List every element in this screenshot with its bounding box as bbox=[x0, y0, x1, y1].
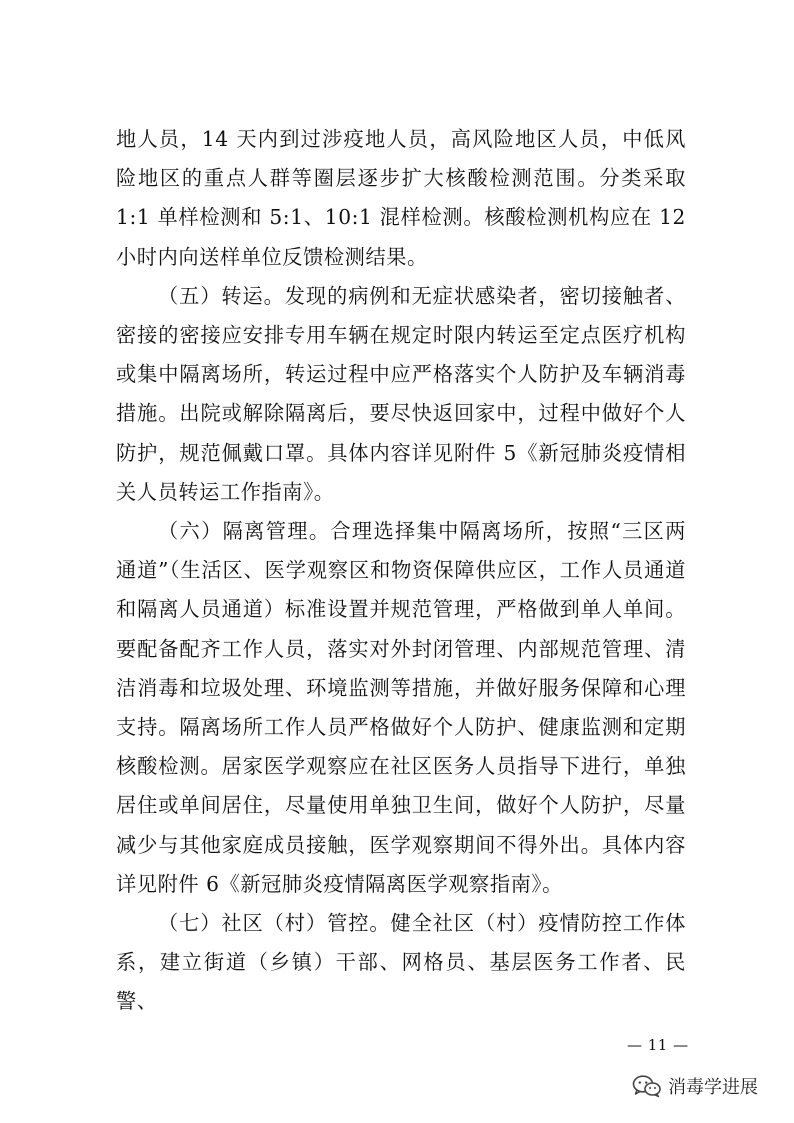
paragraph-isolation: （六）隔离管理。合理选择集中隔离场所，按照“三区两通道”（生活区、医学观察区和物资保障供应区，工作人员通道和隔离人员通道）标准设置并规范管理，严格做到单人单间。要配备配齐工作人员，落实对外封闭管理、内部规范管理、清洁消毒和垃圾处理、环境监测等措施，并做好服务保障和心理支持。隔离场所工作人员严格做好个人防护、健康监测和定期核酸检测。居家医学观察应在社区医务人员指导下进行，单独居住或单间居住，尽量使用单独卫生间，做好个人防护，尽量减少与其他家庭成员接触，医学观察期间不得外出。具体内容详见附件 6《新冠肺炎疫情隔离医学观察指南》。 bbox=[116, 519, 686, 896]
page-number: — 11 — bbox=[627, 1036, 689, 1054]
watermark-label: 消毒学进展 bbox=[668, 1077, 758, 1098]
page-body bbox=[116, 120, 686, 1022]
wechat-icon bbox=[632, 1074, 662, 1098]
paragraph-transport: （五）转运。发现的病例和无症状感染者，密切接触者、密接的密接应安排专用车辆在规定时限内转运至定点医疗机构或集中隔离场所，转运过程中应严格落实个人防护及车辆消毒措施。出院或解除隔离后，要尽快返回家中，过程中做好个人防护，规范佩戴口罩。具体内容详见附件 5《新冠肺炎疫情相关人员转运工作指南》。 bbox=[116, 283, 686, 504]
paragraph-continuation: 地人员，14 天内到过涉疫地人员，高风险地区人员，中低风险地区的重点人群等圈层逐步扩大核酸检测范围。分类采取 1:1 单样检测和 5:1、10:1 混样检测。核酸检测机构应在 12 小时内向送样单位反馈检测结果。 bbox=[116, 127, 686, 269]
watermark bbox=[632, 1073, 758, 1099]
paragraph-community: （七）社区（村）管控。健全社区（村）疫情防控工作体系，建立街道（乡镇）干部、网格员、基层医务工作者、民警、 bbox=[116, 911, 686, 1014]
